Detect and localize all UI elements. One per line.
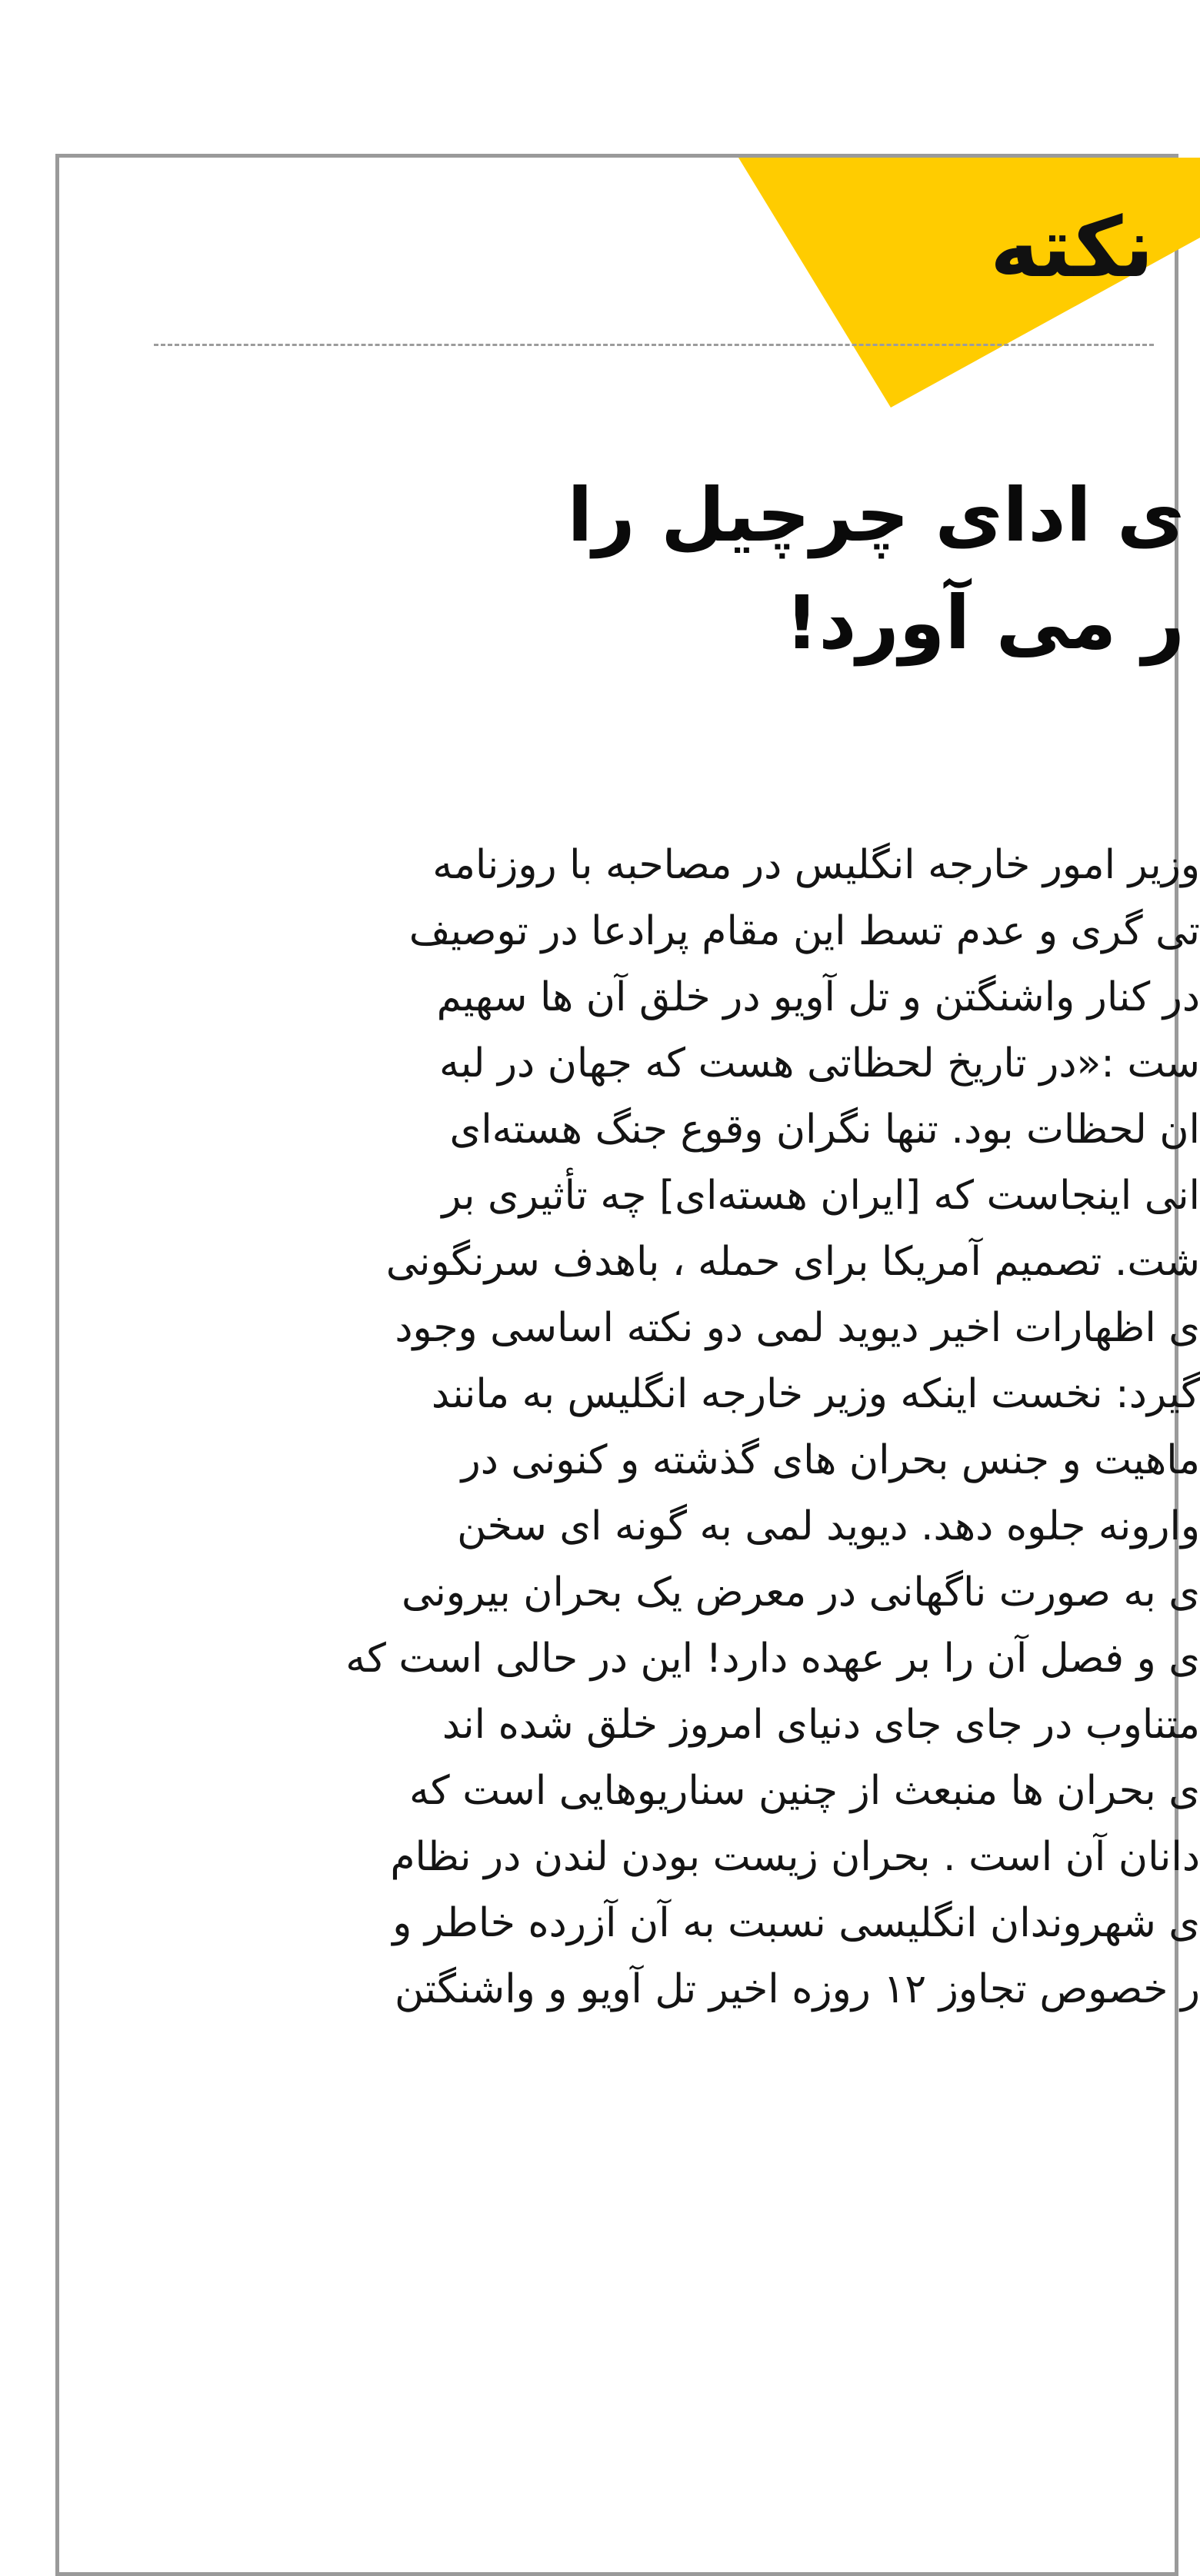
body-line: ست :«در تاریخ لحظاتی هست که جهان در لبه	[439, 1040, 1200, 1087]
body-line: دانان آن است . بحران زیست بودن لندن در نظام	[390, 1834, 1200, 1880]
body-line: ی اظهارات اخیر دیوید لمی دو نکته اساسی وجود	[395, 1305, 1200, 1351]
body-line: ر خصوص تجاوز ۱۲ روزه اخیر تل آویو و واشنگتن	[394, 1966, 1200, 2012]
headline-line-2: ر می آورد!	[785, 580, 1185, 666]
dashed-divider	[154, 344, 1154, 346]
body-line: انی اینجاست که [ایران هسته‌ای] چه تأثیری بر	[442, 1173, 1200, 1219]
body-line: متناوب در جای جای دنیای امروز خلق شده اند	[442, 1702, 1200, 1748]
article-body	[123, 832, 1200, 2022]
body-line: وارونه جلوه دهد. دیوید لمی به گونه ای سخن	[457, 1503, 1200, 1549]
body-line: گیرد: نخست اینکه وزیر خارجه انگلیس به مانند	[431, 1371, 1200, 1417]
article-headline	[567, 461, 1185, 677]
body-line: ی به صورت ناگهانی در معرض یک بحران بیرونی	[402, 1569, 1200, 1616]
body-line: وزیر امور خارجه انگلیس در مصاحبه با روزنامه	[432, 842, 1200, 888]
body-line: در کنار واشنگتن و تل آویو در خلق آن ها سهیم	[436, 974, 1200, 1020]
body-line: تی گری و عدم تسط این مقام پرادعا در توصیف	[408, 908, 1200, 954]
body-line: ی بحران ها منبعث از چنین سناریوهایی است که	[409, 1768, 1200, 1814]
body-line: شت. تصمیم آمریکا برای حمله ، باهدف سرنگونی	[385, 1239, 1200, 1285]
body-line: ی و فصل آن را بر عهده دارد! این در حالی است که	[345, 1636, 1200, 1682]
section-tag-label: نکته	[990, 200, 1154, 296]
body-line: ماهیت و جنس بحران های گذشته و کنونی در	[461, 1437, 1200, 1483]
headline-line-1: ی ادای چرچیل را	[567, 472, 1185, 558]
body-line: ی شهروندان انگلیسی نسبت به آن آزرده خاطر و	[392, 1900, 1200, 1946]
body-line: ان لحظات بود. تنها نگران وقوع جنگ هسته‌ای	[449, 1107, 1200, 1153]
